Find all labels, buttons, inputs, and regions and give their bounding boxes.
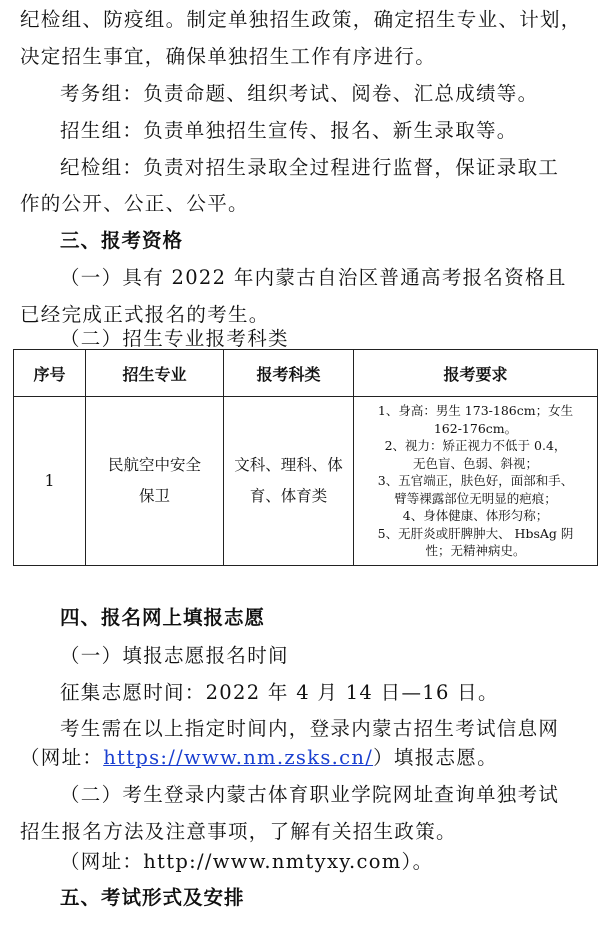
requirement-line: 无色盲、色弱、斜视；: [412, 455, 538, 471]
column-header: 报考要求: [354, 350, 598, 397]
paragraph-line: （二）考生登录内蒙古体育职业学院网址查询单独考试: [60, 783, 560, 806]
paragraph-line: 作的公开、公正、公平。: [20, 192, 249, 215]
paragraph-line: 已经完成正式报名的考生。: [20, 303, 270, 326]
paragraph-line: 考务组：负责命题、组织考试、阅卷、汇总成绩等。: [60, 82, 539, 105]
paragraph-line: （一）具有 2022 年内蒙古自治区普通高考报名资格且: [60, 266, 567, 289]
paragraph-line: 纪检组、防疫组。制定单独招生政策，确定招生专业、计划，: [20, 8, 582, 31]
requirement-line: 臂等裸露部位无明显的疤痕；: [394, 490, 557, 506]
paragraph-line: 征集志愿时间：2022 年 4 月 14 日—16 日。: [60, 681, 499, 704]
major-cell: [86, 397, 224, 566]
paragraph-line: 招生组：负责单独招生宣传、报名、新生录取等。: [60, 119, 518, 142]
section-heading: 三、报考资格: [60, 229, 184, 252]
paragraph-line: （网址：http://www.nmtyxy.com）。: [60, 850, 434, 873]
section-heading: 五、考试形式及安排: [60, 886, 245, 909]
column-header: 报考科类: [224, 350, 354, 397]
requirement-line: 性；无精神病史。: [425, 543, 526, 559]
requirement-line: 4、身体健康、体形匀称；: [402, 508, 549, 524]
category-text: 文科、理科、体: [234, 456, 343, 474]
paragraph-line: 招生报名方法及注意事项，了解有关招生政策。: [20, 820, 457, 843]
major-text: 民航空中安全: [107, 456, 201, 474]
requirement-line: 162-176cm。: [433, 420, 518, 436]
requirement-line: 3、五官端正，肤色好，面部和手、: [377, 473, 574, 489]
requirement-line: 5、无肝炎或肝脾肿大、 HbsAg 阴: [377, 525, 574, 541]
url-prefix: （网址：: [20, 746, 104, 769]
category-cell: [224, 397, 354, 566]
exam-info-link[interactable]: https://www.nm.zsks.cn/: [103, 746, 374, 769]
major-text: 保卫: [138, 487, 170, 505]
admission-table: [13, 349, 598, 566]
paragraph-line: [20, 745, 498, 771]
url-suffix: ）填报志愿。: [373, 746, 498, 769]
column-header: 序号: [14, 350, 86, 397]
requirement-line: 1、身高：男生 173-186cm；女生: [377, 403, 574, 419]
paragraph-line: （一）填报志愿报名时间: [60, 644, 289, 667]
row-number-cell: 1: [14, 397, 86, 566]
requirement-line: 2、视力：矫正视力不低于 0.4，: [384, 438, 567, 454]
paragraph-line: （二）招生专业报考科类: [60, 327, 289, 350]
paragraph-line: 决定招生事宜，确保单独招生工作有序进行。: [20, 45, 437, 68]
table-row: [14, 397, 598, 566]
paragraph-line: 考生需在以上指定时间内，登录内蒙古招生考试信息网: [60, 717, 560, 740]
column-header: 招生专业: [86, 350, 224, 397]
category-text: 育、体育类: [249, 487, 328, 505]
section-heading: 四、报名网上填报志愿: [60, 606, 266, 629]
requirements-cell: [354, 397, 598, 566]
table-header-row: [14, 350, 598, 397]
paragraph-line: 纪检组：负责对招生录取全过程进行监督，保证录取工: [60, 156, 560, 179]
